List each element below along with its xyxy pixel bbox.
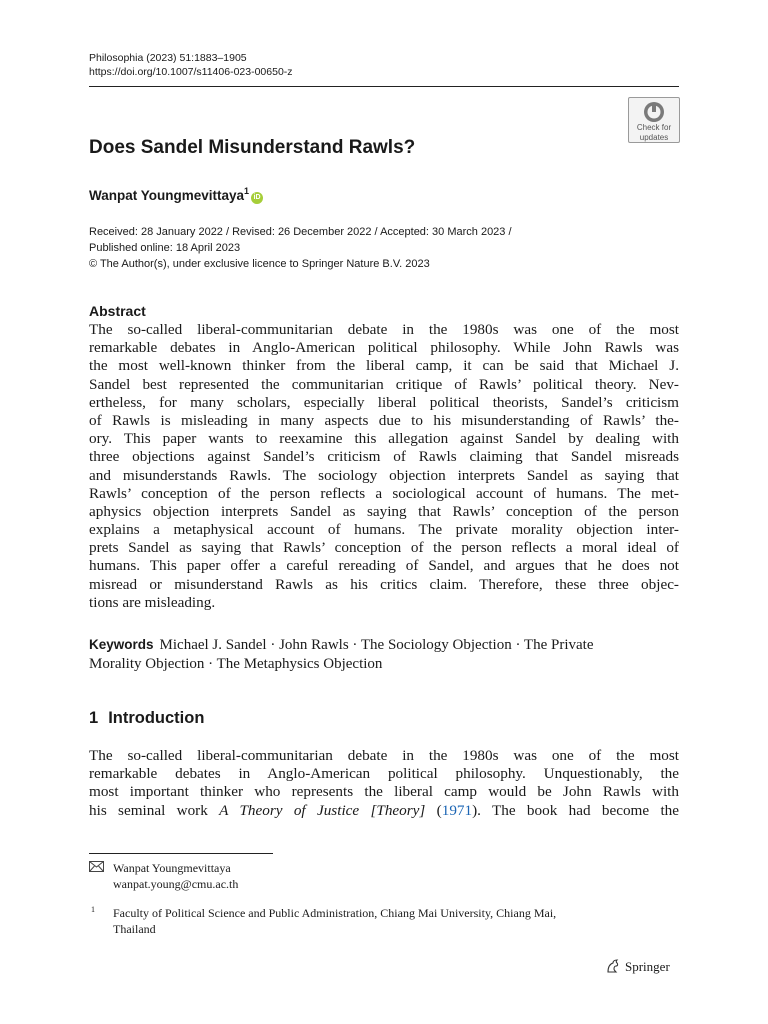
intro-text: his seminal work xyxy=(89,801,220,819)
footnote-mark: 1 xyxy=(91,905,95,914)
abstract-line: tions are misleading. xyxy=(89,593,216,611)
abstract-line: prets Sandel as saying that Rawls’ conception of the person reflects a moral ideal of xyxy=(89,539,679,557)
publisher-logo xyxy=(605,958,670,975)
orcid-icon[interactable]: iD xyxy=(251,192,263,204)
abstract-line: and misunderstands Rawls. The sociology objection interprets Sandel as saying that xyxy=(89,466,679,484)
envelope-icon[interactable] xyxy=(89,861,104,872)
journal-meta xyxy=(89,51,293,79)
paper-title: Does Sandel Misunderstand Rawls? xyxy=(89,137,416,158)
intro-line: The so-called liberal-communitarian debate in the 1980s was one of the most xyxy=(89,747,679,764)
copyright-line: © The Author(s), under exclusive licence to Springer Nature B.V. 2023 xyxy=(89,258,430,270)
section-title: Introduction xyxy=(108,709,205,727)
intro-text: ). The book had become the xyxy=(472,801,679,819)
keywords-text-2: Morality Objection · The Metaphysics Objection xyxy=(89,655,383,672)
abstract-line: of Rawls is misleading in many aspects due to his misunderstanding of Rawls’ the- xyxy=(89,411,679,429)
doi-link[interactable]: https://doi.org/10.1007/s11406-023-00650-z xyxy=(89,66,293,78)
abstract-line: remarkable debates in Anglo-American political philosophy. While John Rawls was xyxy=(89,339,679,357)
journal-citation: Philosophia (2023) 51:1883–1905 xyxy=(89,52,247,64)
affiliation-line-1: Faculty of Political Science and Public Administration, Chiang Mai University, Chiang Mai, xyxy=(113,906,557,920)
intro-text: ( xyxy=(425,801,442,819)
publication-dates xyxy=(89,224,689,272)
abstract-line: ory. This paper wants to reexamine this allegation against Sandel by dealing with xyxy=(89,430,679,448)
publisher-name: Springer xyxy=(625,959,670,974)
contact-name: Wanpat Youngmevittaya xyxy=(113,861,231,875)
abstract-heading: Abstract xyxy=(89,303,146,319)
keywords-text-1: Michael J. Sandel · John Rawls · The Sociology Objection · The Private xyxy=(159,637,594,653)
springer-horse-icon xyxy=(605,958,621,974)
intro-line: most important thinker who represents the liberal camp would be John Rawls with xyxy=(89,783,679,801)
abstract-line: three objections against Sandel’s criticism of Rawls claiming that Sandel misreads xyxy=(89,448,679,466)
check-updates-label-1: Check for xyxy=(636,123,672,132)
abstract-line: ertheless, for many scholars, especially liberal political theorists, Sandel’s criticism xyxy=(89,393,679,411)
abstract-line: the most well-known thinker from the liberal camp, it can be said that Michael J. xyxy=(89,357,679,375)
affiliation-line-2: Thailand xyxy=(113,922,156,936)
affiliation xyxy=(113,905,673,937)
intro-line xyxy=(89,802,679,820)
keywords-line-1 xyxy=(89,636,593,655)
section-number: 1 xyxy=(89,709,99,727)
abstract-line: misread or misunderstand Rawls as his critics claim. Therefore, these three objec- xyxy=(89,575,679,593)
abstract-line: aphysics objection interprets Sandel as saying that Rawls’ conception of the person xyxy=(89,502,679,520)
footnote-rule xyxy=(89,853,273,854)
abstract-body xyxy=(89,321,679,612)
section-heading xyxy=(89,709,204,728)
dates-line-2: Published online: 18 April 2023 xyxy=(89,242,241,254)
corresponding-author xyxy=(113,860,238,892)
abstract-line: explains a metaphysical account of humans. The private morality objection inter- xyxy=(89,521,679,539)
abstract-line: humans. This paper offer a careful rereading of Sandel, and argues that he does not xyxy=(89,557,679,575)
contact-email[interactable]: wanpat.young@cmu.ac.th xyxy=(113,877,239,891)
abstract-line: The so-called liberal-communitarian debate in the 1980s was one of the most xyxy=(89,321,679,338)
check-updates-label-2: updates xyxy=(639,132,669,142)
author-affiliation-mark: 1 xyxy=(244,186,250,196)
author-name[interactable]: Wanpat Youngmevittaya xyxy=(89,188,245,203)
abstract-line: Rawls’ conception of the person reflects a sociological account of humans. The met- xyxy=(89,484,679,502)
check-for-updates-badge[interactable] xyxy=(628,97,680,143)
header-rule xyxy=(89,86,679,87)
keywords-label: Keywords xyxy=(89,637,154,652)
intro-line: remarkable debates in Anglo-American political philosophy. Unquestionably, the xyxy=(89,765,679,783)
author-line xyxy=(89,186,263,204)
book-title: A Theory of Justice [Theory] xyxy=(219,801,426,819)
dates-line-1: Received: 28 January 2022 / Revised: 26 December 2022 / Accepted: 30 March 2023 / xyxy=(89,226,512,238)
introduction-body xyxy=(89,747,679,820)
citation-link[interactable]: 1971 xyxy=(441,801,473,819)
abstract-line: Sandel best represented the communitarian critique of Rawls’ political theory. Nev- xyxy=(89,375,679,393)
check-updates-icon xyxy=(643,101,665,123)
keywords xyxy=(89,636,593,673)
